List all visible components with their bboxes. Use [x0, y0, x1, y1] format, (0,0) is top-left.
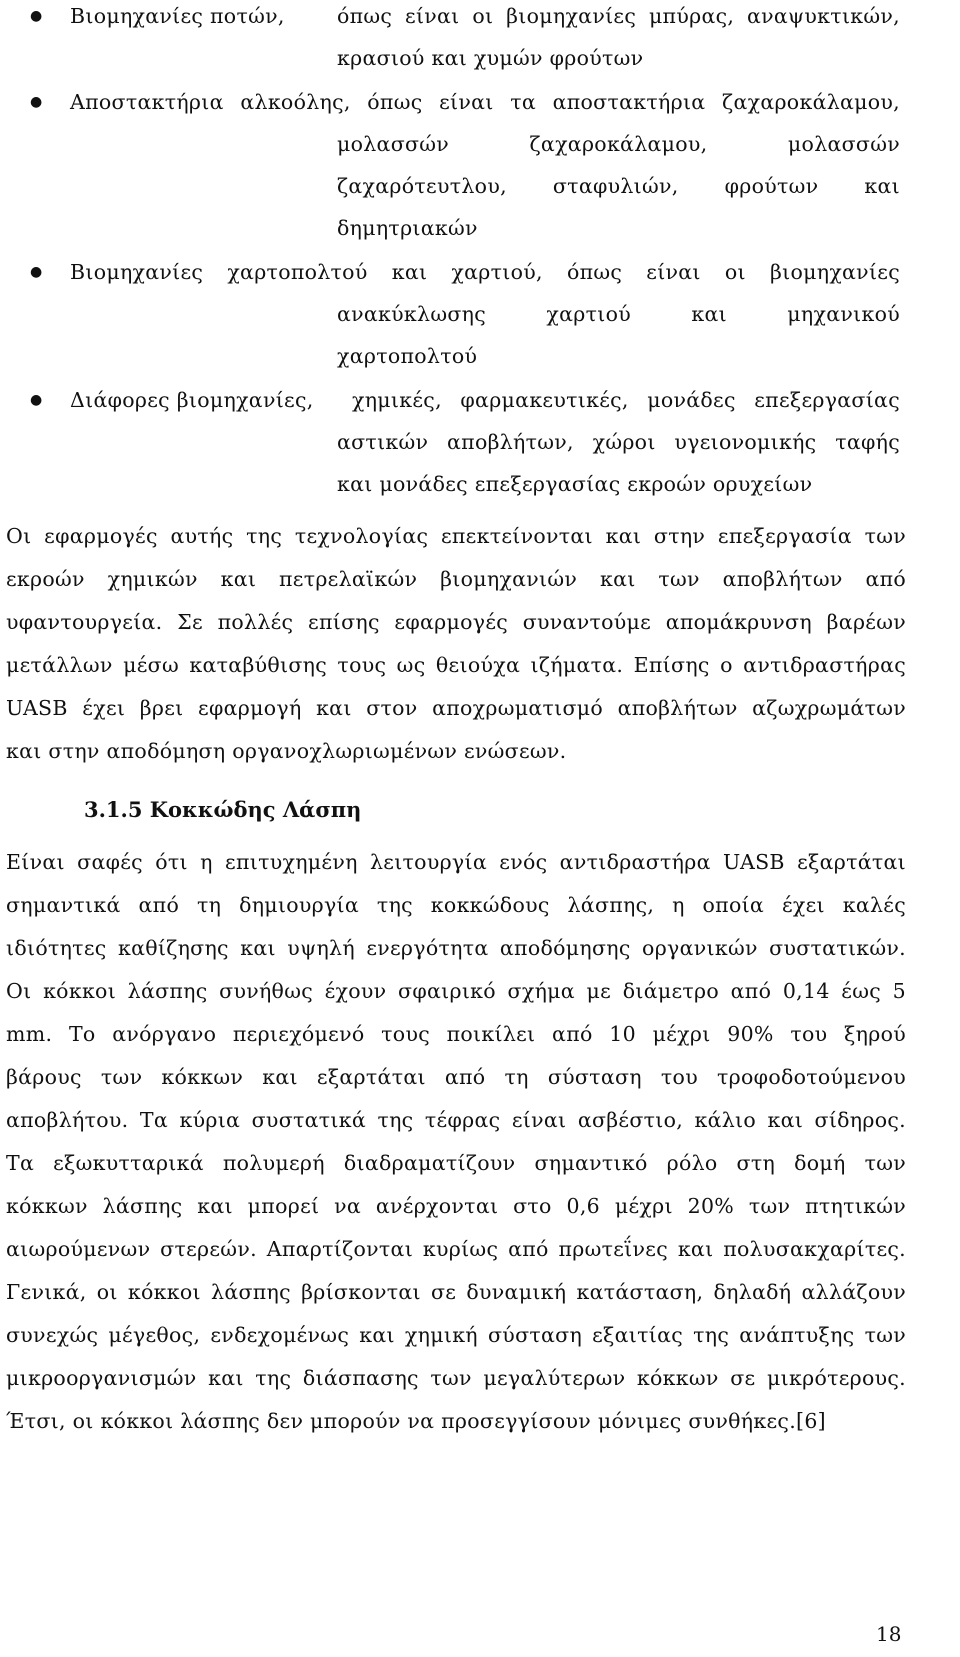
paragraph-2-line-14: Έτσι, οι κόκκοι λάσπης δεν μπορούν να προσεγγίσουν μόνιμες συνθήκες.[6]	[6, 1409, 826, 1433]
bullet-3-first: Βιομηχανίες χαρτοπολτού και χαρτιού, όπως είναι οι βιομηχανίες	[70, 260, 900, 284]
paragraph-2-line-4: Οι κόκκοι λάσπης συνήθως έχουν σφαιρικό σχήμα με διάμετρο από 0,14 έως 5	[6, 979, 906, 1003]
paragraph-1-line-3: υφαντουργεία. Σε πολλές επίσης εφαρμογές συναντούμε απομάκρυνση βαρέων	[6, 610, 906, 634]
bullet-2-cont-2: ζαχαρότευτλου, σταφυλιών, φρούτων και	[337, 174, 900, 198]
bullet-marker: ●	[30, 8, 43, 24]
page-number: 18	[876, 1622, 902, 1646]
paragraph-1-line-5: UASB έχει βρει εφαρμογή και στον αποχρωματισμό αποβλήτων αζωχρωμάτων	[6, 696, 906, 720]
bullet-4-lead: Διάφορες βιομηχανίες,	[70, 388, 314, 412]
paragraph-1-line-2: εκροών χημικών και πετρελαϊκών βιομηχανιών και των αποβλήτων από	[6, 567, 906, 591]
paragraph-2-line-1: Είναι σαφές ότι η επιτυχημένη λειτουργία ενός αντιδραστήρα UASB εξαρτάται	[6, 850, 906, 874]
paragraph-2-line-8: Τα εξωκυτταρικά πολυμερή διαδραματίζουν σημαντικό ρόλο στη δομή των	[6, 1151, 906, 1175]
bullet-3-cont-2: χαρτοπολτού	[337, 344, 478, 368]
bullet-3-cont-1: ανακύκλωσης χαρτιού και μηχανικού	[337, 302, 900, 326]
bullet-4-first-rest: χημικές, φαρμακευτικές, μονάδες επεξεργασίας	[352, 388, 900, 412]
paragraph-2-line-9: κόκκων λάσπης και μπορεί να ανέρχονται στο 0,6 μέχρι 20% των πτητικών	[6, 1194, 906, 1218]
bullet-1-cont-1: κρασιού και χυμών φρούτων	[337, 46, 644, 70]
bullet-1-lead: Βιομηχανίες ποτών,	[70, 4, 285, 28]
paragraph-1-line-1: Οι εφαρμογές αυτής της τεχνολογίας επεκτείνονται και στην επεξεργασία των	[6, 524, 906, 548]
paragraph-1-line-6: και στην αποδόμηση οργανοχλωριωμένων ενώσεων.	[6, 739, 567, 763]
paragraph-2-line-13: μικροοργανισμών και της διάσπασης των μεγαλύτερων κόκκων σε μικρότερους.	[6, 1366, 906, 1390]
paragraph-1-line-4: μετάλλων μέσω καταβύθισης τους ως θειούχα ιζήματα. Επίσης ο αντιδραστήρας	[6, 653, 906, 677]
bullet-2-cont-3: δημητριακών	[337, 216, 478, 240]
bullet-marker: ●	[30, 264, 43, 280]
paragraph-2-line-11: Γενικά, οι κόκκοι λάσπης βρίσκονται σε δυναμική κατάσταση, δηλαδή αλλάζουν	[6, 1280, 906, 1304]
paragraph-2-line-3: ιδιότητες καθίζησης και υψηλή ενεργότητα αποδόμησης οργανικών συστατικών.	[6, 936, 906, 960]
section-heading: 3.1.5 Κοκκώδης Λάσπη	[84, 797, 362, 822]
paragraph-2-line-10: αιωρούμενων στερεών. Απαρτίζονται κυρίως από πρωτεΐνες και πολυσακχαρίτες.	[6, 1237, 906, 1261]
bullet-2-cont-1: μολασσών ζαχαροκάλαμου, μολασσών	[337, 132, 900, 156]
bullet-4-cont-1: αστικών αποβλήτων, χώροι υγειονομικής ταφής	[337, 430, 900, 454]
bullet-marker: ●	[30, 392, 43, 408]
bullet-4-cont-2: και μονάδες επεξεργασίας εκροών ορυχείων	[337, 472, 813, 496]
paragraph-2-line-12: συνεχώς μέγεθος, ενδεχομένως και χημική σύσταση εξαιτίας της ανάπτυξης των	[6, 1323, 906, 1347]
paragraph-2-line-7: αποβλήτου. Τα κύρια συστατικά της τέφρας είναι ασβέστιο, κάλιο και σίδηρος.	[6, 1108, 906, 1132]
paragraph-2-line-2: σημαντικά από τη δημιουργία της κοκκώδους λάσπης, η οποία έχει καλές	[6, 893, 906, 917]
bullet-1-first-rest: όπως είναι οι βιομηχανίες μπύρας, αναψυκτικών,	[337, 4, 900, 28]
bullet-2-first: Αποστακτήρια αλκοόλης, όπως είναι τα αποστακτήρια ζαχαροκάλαμου,	[70, 90, 900, 114]
bullet-marker: ●	[30, 94, 43, 110]
paragraph-2-line-5: mm. Το ανόργανο περιεχόμενό τους ποικίλει από 10 μέχρι 90% του ξηρού	[6, 1022, 906, 1046]
paragraph-2-line-6: βάρους των κόκκων και εξαρτάται από τη σύσταση του τροφοδοτούμενου	[6, 1065, 906, 1089]
